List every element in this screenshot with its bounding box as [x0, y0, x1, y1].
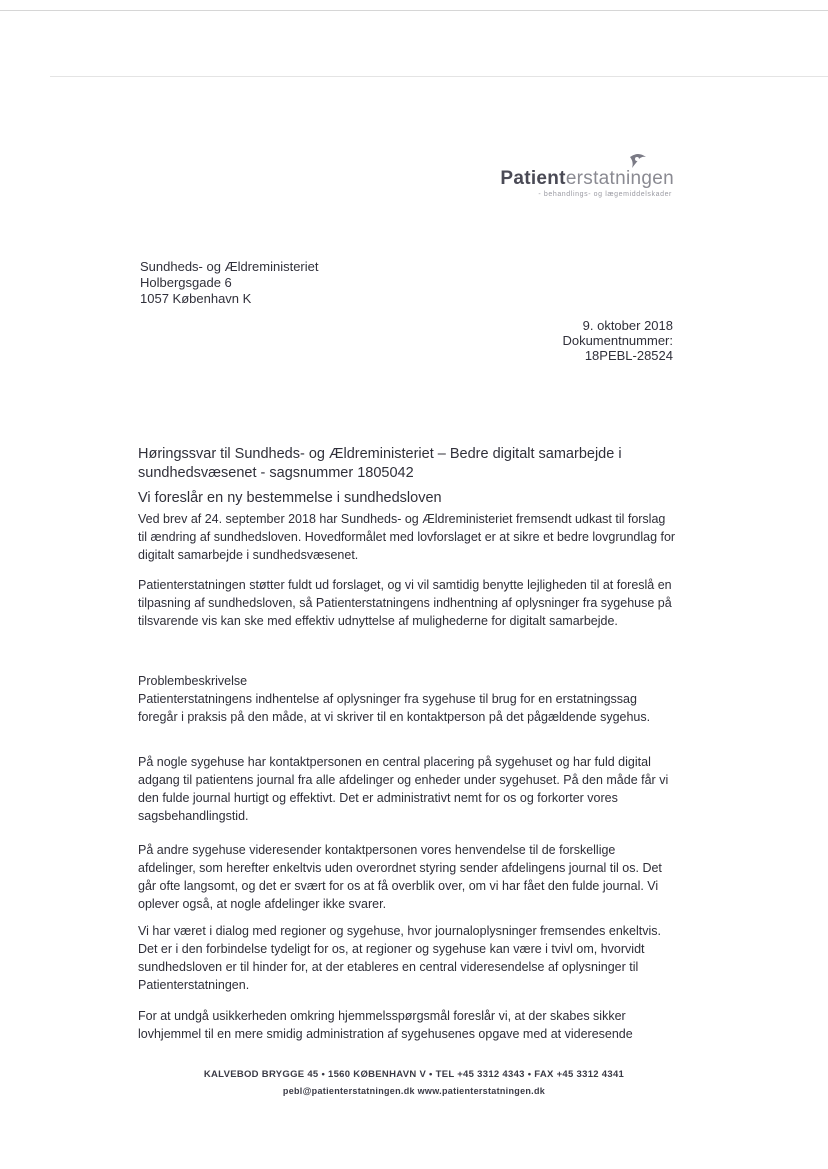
paragraph-2: Patienterstatningen støtter fuldt ud forslaget, og vi vil samtidig benytte lejligheden til at foreslå en tilpasning af sundhedsloven, så Patienterstatningens indhentning af oplysninger fra sygehuse på tilsvarende vis kan ske med effektiv udnyttelse af mulighederne for digitalt samarbejde. [138, 578, 672, 628]
problem-heading: Problembeskrivelse [138, 674, 248, 688]
letter-subject: Høringssvar til Sundheds- og Ældreministeriet – Bedre digitalt samarbejde i sundhedsvæsenet - sagsnummer 1805042 [138, 446, 622, 481]
paragraph-3: Patienterstatningens indhentelse af oplysninger fra sygehuse til brug for en erstatningssag foregår i praksis på den måde, at vi skriver til en kontaktperson på det pågældende sygehus. [138, 692, 651, 724]
paragraph-4: På nogle sygehuse har kontaktpersonen en central placering på sygehuset og har fuld digital adgang til patientens journal fra alle afdelinger og enheder under sygehuset. På den måde får vi den fulde journal hurtigt og effektivt. Det er administrativt nemt for os og forkorter vores sagsbehandlingstid. [138, 755, 669, 823]
logo-name-bold: Patient [500, 168, 566, 189]
scan-line-mid [50, 76, 828, 77]
recipient-street: Holbergsgade 6 [140, 275, 232, 290]
paragraph-6: Vi har været i dialog med regioner og sygehuse, hvor journaloplysninger fremsendes enkeltvis. Det er i den forbindelse tydeligt for os, at regioner og sygehuse kan være i tvivl om, hvorvidt sundhedsloven er til hinder for, at der etableres en central videresendelse af oplysninger til Patienterstatningen. [138, 924, 661, 992]
recipient-address [140, 259, 318, 307]
letter-date: 9. oktober 2018 [582, 318, 673, 333]
recipient-name: Sundheds- og Ældreministeriet [140, 259, 319, 274]
document-number: 18PEBL-28524 [584, 348, 673, 363]
patienterstatningen-logo [478, 152, 678, 202]
logo-name-light: erstatningen [565, 168, 674, 189]
logo-tagline: - behandlings- og lægemiddelskader [538, 191, 672, 198]
letter-meta [562, 318, 673, 363]
section-heading: Vi foreslår en ny bestemmelse i sundhedsloven [138, 490, 442, 506]
recipient-city: 1057 København K [140, 291, 252, 306]
paragraph-7: For at undgå usikkerheden omkring hjemmelsspørgsmål foreslår vi, at der skabes sikker lovhjemmel til en mere smidig administration af sygehusenes opgave med at videresende [138, 1009, 633, 1041]
footer-contact: pebl@patienterstatningen.dk www.patienterstatningen.dk [282, 1086, 546, 1096]
document-number-label: Dokumentnummer: [562, 333, 673, 348]
logo-wordmark [500, 168, 674, 190]
scan-line-top [0, 10, 828, 11]
paragraph-5: På andre sygehuse videresender kontaktpersonen vores henvendelse til de forskellige afdelinger, som herefter enkeltvis uden overordnet styring sender afdelingens journal til os. Det går ofte langsomt, og det er svært for os at få overblik over, om vi har fået den fulde journal. Vi oplever også, at nogle afdelinger ikke svarer. [138, 843, 662, 911]
paragraph-1: Ved brev af 24. september 2018 har Sundheds- og Ældreministeriet fremsendt udkast til forslag til ændring af sundhedsloven. Hovedformålet med lovforslaget er at sikre et bedre lovgrundlag for digitalt samarbejde i sundhedsvæsenet. [138, 512, 676, 562]
footer-address: KALVEBOD BRYGGE 45 • 1560 KØBENHAVN V • TEL +45 3312 4343 • FAX +45 3312 4341 [203, 1069, 625, 1080]
